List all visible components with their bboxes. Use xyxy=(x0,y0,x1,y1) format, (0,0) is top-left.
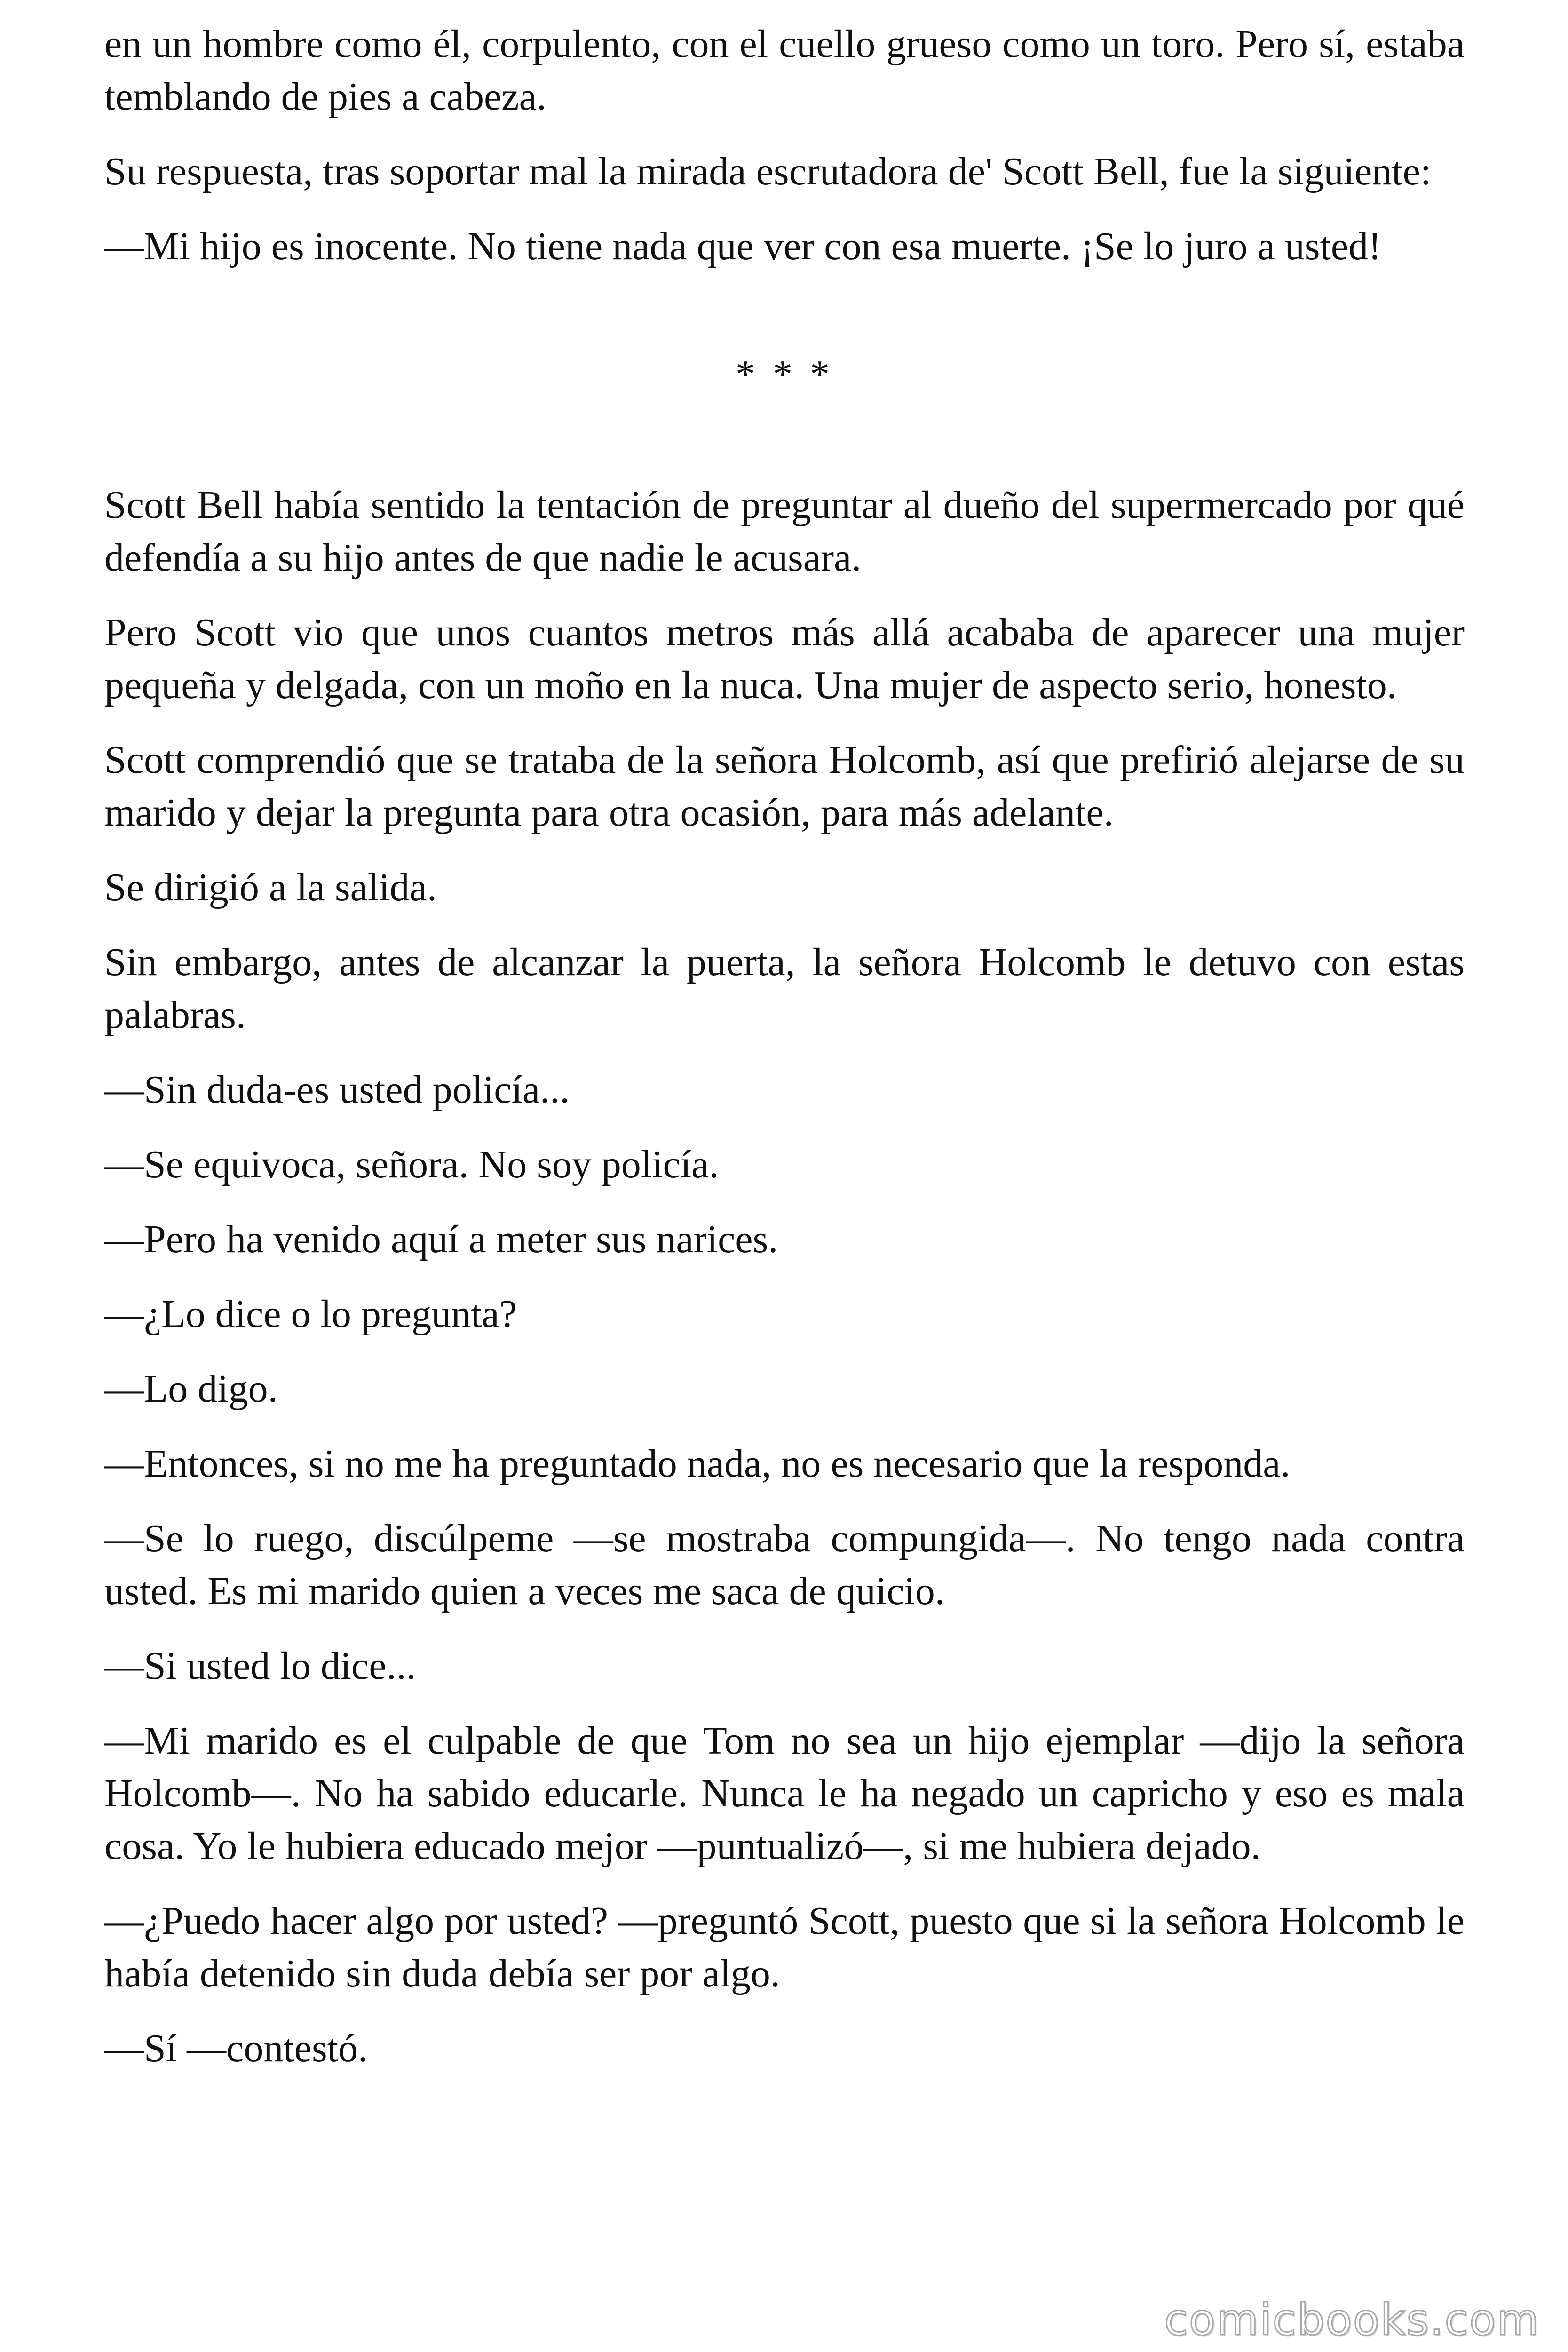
paragraph: —Mi hijo es inocente. No tiene nada que ver con esa muerte. ¡Se lo juro a usted! xyxy=(104,224,1382,268)
page-text xyxy=(104,18,1465,2097)
dialogue-line: —¿Lo dice o lo pregunta? xyxy=(104,1292,517,1336)
dialogue-line: —Se lo ruego, discúlpeme —se mostraba compungida—. No tengo nada contra usted. Es mi marido quien a veces me saca de quicio. xyxy=(104,1517,1465,1613)
watermark: comicbooks.com xyxy=(1164,2295,1540,2345)
paragraph: Su respuesta, tras soportar mal la mirada escrutadora de' Scott Bell, fue la siguiente: xyxy=(104,150,1432,193)
dialogue-line: —Si usted lo dice... xyxy=(104,1644,416,1688)
dialogue-line: —Sí —contestó. xyxy=(104,2026,368,2070)
paragraph: Pero Scott vio que unos cuantos metros más allá acababa de aparecer una mujer pequeña y delgada, con un moño en la nuca. Una mujer de aspecto serio, honesto. xyxy=(104,611,1465,707)
dialogue-line: —Pero ha venido aquí a meter sus narices. xyxy=(104,1217,778,1261)
paragraph: en un hombre como él, corpulento, con el cuello grueso como un toro. Pero sí, estaba temblando de pies a cabeza. xyxy=(104,22,1465,119)
paragraph: Se dirigió a la salida. xyxy=(104,866,437,909)
paragraph: Scott Bell había sentido la tentación de preguntar al dueño del supermercado por qué defendía a su hijo antes de que nadie le acusara. xyxy=(104,483,1465,580)
dialogue-line: —¿Puedo hacer algo por usted? —preguntó Scott, puesto que si la señora Holcomb le había detenido sin duda debía ser por algo. xyxy=(104,1899,1465,1995)
dialogue-line: —Mi marido es el culpable de que Tom no sea un hijo ejemplar —dijo la señora Holcomb—. No ha sabido educarle. Nunca le ha negado un capricho y eso es mala cosa. Yo le hubiera educado mejor —puntualizó—, si me hubiera dejado. xyxy=(104,1719,1465,1868)
paragraph: Sin embargo, antes de alcanzar la puerta, la señora Holcomb le detuvo con estas palabras. xyxy=(104,940,1465,1037)
dialogue-line: —Sin duda-es usted policía... xyxy=(104,1068,570,1112)
dialogue-line: —Se equivoca, señora. No soy policía. xyxy=(104,1143,719,1186)
dialogue-line: —Entonces, si no me ha preguntado nada, no es necesario que la responda. xyxy=(104,1442,1291,1486)
dialogue-line: —Lo digo. xyxy=(104,1367,278,1411)
paragraph: Scott comprendió que se trataba de la señora Holcomb, así que prefirió alejarse de su marido y dejar la pregunta para otra ocasión, para más adelante. xyxy=(104,738,1465,834)
scene-separator: * * * xyxy=(736,352,833,396)
